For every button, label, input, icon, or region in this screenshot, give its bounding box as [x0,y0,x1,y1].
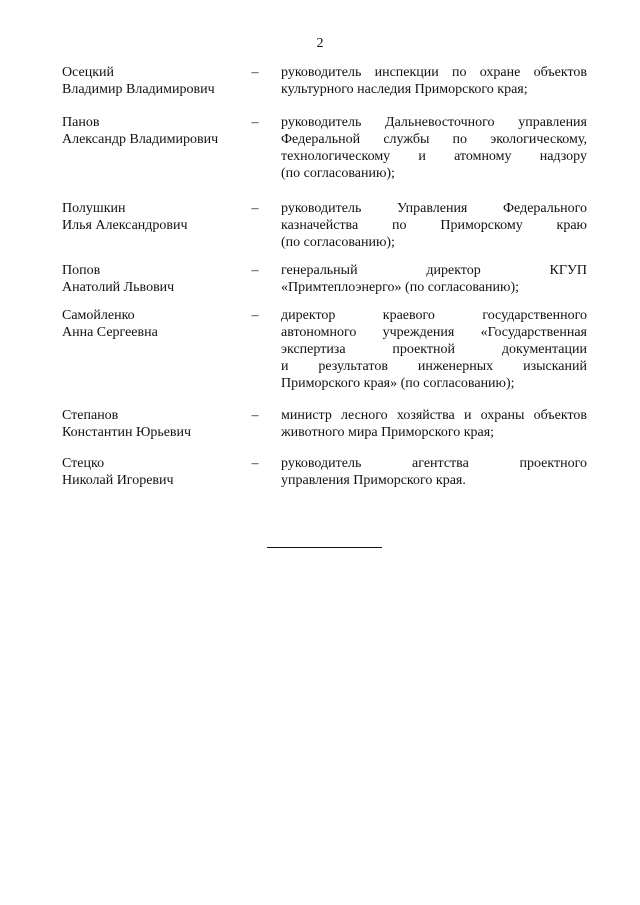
closing-rule [267,547,382,548]
role-line: руководитель Управления Федерального [281,201,587,216]
role-line: директор краевого государственного [281,308,587,323]
role-line: (по согласованию); [281,235,395,250]
role-line: генеральный директор КГУП [281,263,587,278]
role-line: руководитель инспекции по охране объектов [281,65,587,80]
role-line: культурного наследия Приморского края; [281,82,528,97]
dash-separator: – [251,263,259,278]
role-line: министр лесного хозяйства и охраны объектов [281,408,587,423]
member-role [281,262,587,296]
role-line: экспертиза проектной документации [281,342,587,357]
member-surname: Панов [62,115,100,130]
member-name [62,64,247,98]
dash-separator: – [251,456,259,471]
member-given-names: Анна Сергеевна [62,325,158,340]
role-line: «Примтеплоэнерго» (по согласованию); [281,280,519,295]
member-name [62,114,247,148]
member-surname: Попов [62,263,101,278]
member-name [62,262,247,296]
dash-separator: – [251,308,259,323]
role-line: животного мира Приморского края; [281,425,495,440]
member-role [281,455,587,489]
dash-separator: – [251,201,259,216]
member-surname: Осецкий [62,65,114,80]
member-given-names: Илья Александрович [62,218,188,233]
member-name [62,455,247,489]
role-line: Приморского края» (по согласованию); [281,376,515,391]
member-surname: Полушкин [62,201,126,216]
member-given-names: Александр Владимирович [62,132,219,147]
member-role [281,407,587,441]
member-given-names: Константин Юрьевич [62,425,192,440]
role-line: руководитель агентства проектного [281,456,587,471]
role-line: автономного учреждения «Государственная [281,325,587,340]
role-line: руководитель Дальневосточного управления [281,115,587,130]
member-given-names: Владимир Владимирович [62,82,215,97]
member-role [281,64,587,98]
member-given-names: Николай Игоревич [62,473,174,488]
dash-separator: – [251,408,259,423]
member-role [281,307,587,392]
member-surname: Самойленко [62,308,135,323]
role-line: управления Приморского края. [281,473,466,488]
role-line: Федеральной службы по экологическому, [281,132,587,147]
dash-separator: – [251,65,259,80]
role-line: и результатов инженерных изысканий [281,359,587,374]
member-name [62,200,247,234]
member-role [281,114,587,182]
member-name [62,307,247,341]
member-name [62,407,247,441]
dash-separator: – [251,115,259,130]
member-surname: Степанов [62,408,119,423]
role-line: (по согласованию); [281,166,395,181]
member-role [281,200,587,251]
member-surname: Стецко [62,456,105,471]
role-line: казначейства по Приморскому краю [281,218,587,233]
page-number: 2 [316,36,324,51]
member-given-names: Анатолий Львович [62,280,175,295]
role-line: технологическому и атомному надзору [281,149,587,164]
